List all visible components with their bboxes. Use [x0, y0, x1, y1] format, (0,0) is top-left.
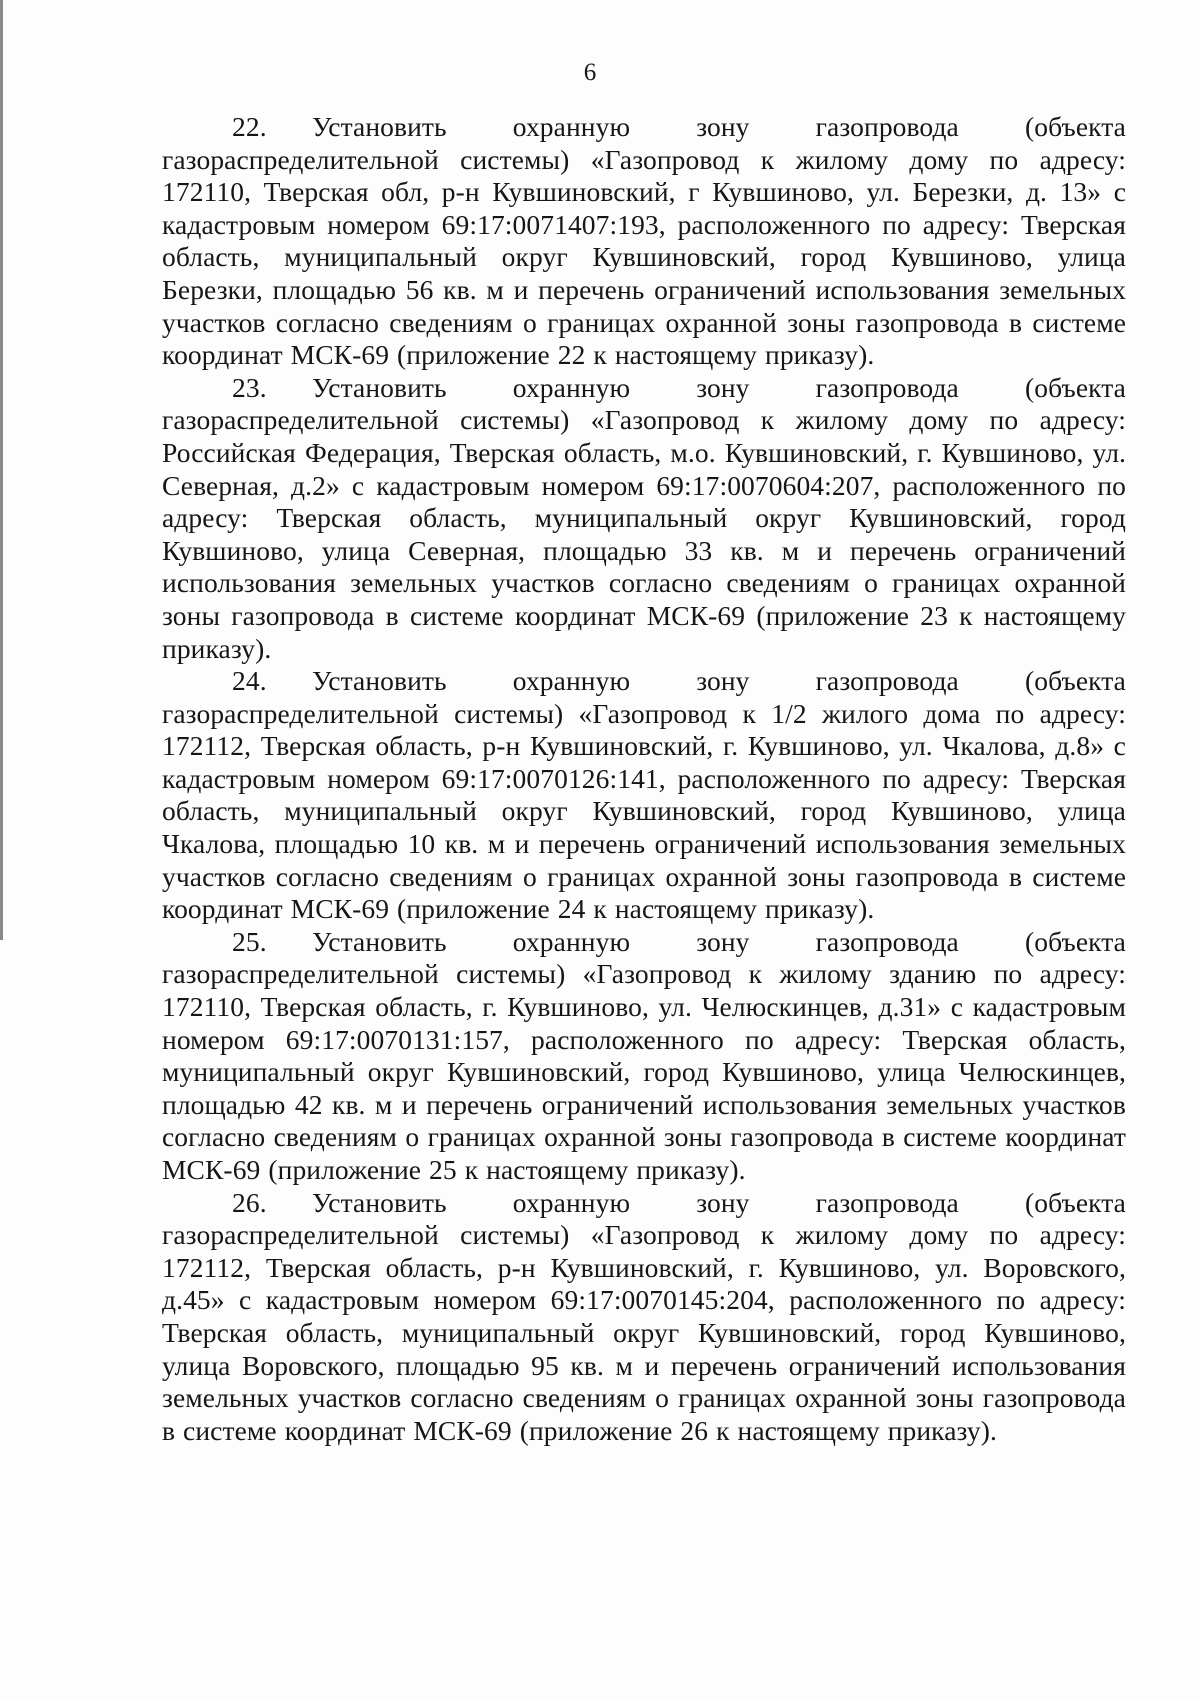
paragraph-text: Установить охранную зону газопровода (объекта газораспределительной системы) «Газопровод к жилому дому по адресу: 172110, Тверская обл, р-н Кувшиновский, г Кувшиново, ул. Березки, д. 13» с кадастровым номером 69:17:0071407:193, расположенного по адресу: Тверская область, муниципальный округ Кувшиновский, город Кувшиново, улица Березки, площадью 56 кв. м и перечень ограничений использования земельных участков согласно сведениям о границах охранной зоны газопровода в системе координат МСК-69 (приложение 22 к настоящему приказу). — [162, 111, 1126, 371]
paragraph-number: 25. — [232, 925, 267, 957]
paragraph-text: Установить охранную зону газопровода (объекта газораспределительной системы) «Газопровод к 1/2 жилого дома по адресу: 172112, Тверская область, р-н Кувшиновский, г. Кувшиново, ул. Чкалова, д.8» с кадастровым номером 69:17:0070126:141, расположенного по адресу: Тверская область, муниципальный округ Кувшиновский, город Кувшиново, улица Чкалова, площадью 10 кв. м и перечень ограничений использования земельных участков согласно сведениям о границах охранной зоны газопровода в системе координат МСК-69 (приложение 24 к настоящему приказу). — [162, 665, 1126, 925]
paragraph-text: Установить охранную зону газопровода (объекта газораспределительной системы) «Газопровод к жилому дому по адресу: Российская Федерация, Тверская область, м.о. Кувшиновский, г. Кувшиново, ул. Северная, д.2» с кадастровым номером 69:17:0070604:207, расположенного по адресу: Тверская область, муниципальный округ Кувшиновский, город Кувшиново, улица Северная, площадью 33 кв. м и перечень ограничений использования земельных участков согласно сведениям о границах охранной зоны газопровода в системе координат МСК-69 (приложение 23 к настоящему приказу). — [162, 371, 1126, 664]
paragraph-number: 22. — [232, 111, 267, 142]
paragraph-24 — [162, 665, 1126, 926]
page-number: 6 — [583, 59, 597, 86]
paragraph-22 — [162, 111, 1126, 372]
paragraph-26 — [162, 1187, 1126, 1448]
paragraph-23 — [162, 372, 1126, 665]
paragraph-number: 23. — [232, 371, 267, 403]
scan-edge-shadow — [0, 0, 3, 940]
paragraph-number: 26. — [232, 1186, 267, 1218]
document-body — [162, 111, 1126, 1447]
paragraph-number: 24. — [232, 665, 267, 697]
paragraph-text: Установить охранную зону газопровода (объекта газораспределительной системы) «Газопровод к жилому зданию по адресу: 172110, Тверская область, г. Кувшиново, ул. Челюскинцев, д.31» с кадастровым номером 69:17:0070131:157, расположенного по адресу: Тверская область, муниципальный округ Кувшиновский, город Кувшиново, улица Челюскинцев, площадью 42 кв. м и перечень ограничений использования земельных участков согласно сведениям о границах охранной зоны газопровода в системе координат МСК-69 (приложение 25 к настоящему приказу). — [162, 925, 1126, 1185]
paragraph-25 — [162, 926, 1126, 1187]
paragraph-text: Установить охранную зону газопровода (объекта газораспределительной системы) «Газопровод к жилому дому по адресу: 172112, Тверская область, р-н Кувшиновский, г. Кувшиново, ул. Воровского, д.45» с кадастровым номером 69:17:0070145:204, расположенного по адресу: Тверская область, муниципальный округ Кувшиновский, город Кувшиново, улица Воровского, площадью 95 кв. м и перечень ограничений использования земельных участков согласно сведениям о границах охранной зоны газопровода в системе координат МСК-69 (приложение 26 к настоящему приказу). — [162, 1186, 1126, 1446]
